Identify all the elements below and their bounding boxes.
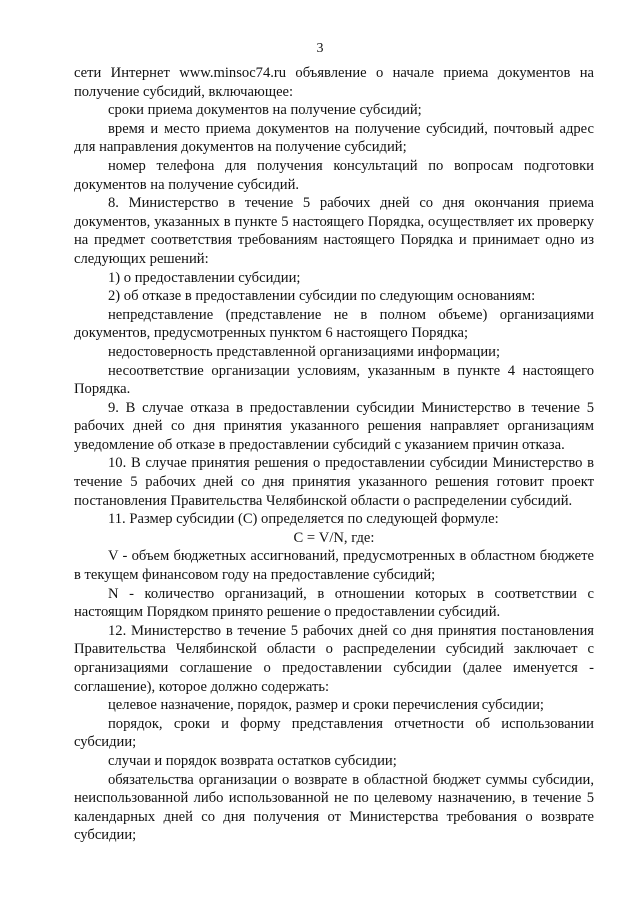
paragraph-agreement-reporting: порядок, сроки и форму представления отчетности об использовании субсидии; xyxy=(74,715,594,751)
paragraph-deadlines: сроки приема документов на получение субсидий; xyxy=(108,102,422,119)
paragraph-item-10: 10. В случае принятия решения о предоставлении субсидии Министерство в течение 5 рабочих дней со дня принятия указанного решения готовит проект постановления Правительства Челябинской области о распределении субсидий. xyxy=(74,455,594,509)
paragraph-v-definition: V - объем бюджетных ассигнований, предусмотренных в областном бюджете в текущем финансовом году на предоставление субсидий; xyxy=(74,548,594,584)
paragraph-agreement-obligations: обязательства организации о возврате в областной бюджет суммы субсидии, неиспользованной либо использованной не по целевому назначению, в течение 5 календарных дней со дня получения от Министерства требования о возврате субсидии; xyxy=(74,771,594,844)
formula: С = V/N, где: xyxy=(293,529,375,546)
paragraph-decision-2: 2) об отказе в предоставлении субсидии по следующим основаниям: xyxy=(108,288,536,305)
paragraph-agreement-remainder: случаи и порядок возврата остатков субсидии; xyxy=(108,752,397,769)
paragraph-ground-unreliable: недостоверность представленной организациями информации; xyxy=(108,343,501,360)
paragraph-n-definition: N - количество организаций, в отношении которых в соответствии с настоящим Порядком принято решение о предоставлении субсидий. xyxy=(74,585,594,621)
page-number: 3 xyxy=(316,41,324,56)
paragraph-agreement-purpose: целевое назначение, порядок, размер и сроки перечисления субсидии; xyxy=(108,697,544,714)
paragraph-ground-mismatch: несоответствие организации условиям, указанным в пункте 4 настоящего Порядка. xyxy=(74,362,594,398)
paragraph-intro: сети Интернет www.minsoc74.ru объявление о начале приема документов на получение субсидий, включающее: xyxy=(74,65,594,100)
document-body xyxy=(74,64,594,845)
paragraph-item-12: 12. Министерство в течение 5 рабочих дней со дня принятия постановления Правительства Челябинской области о распределении субсидий заключает с организациями соглашение о предоставлении субсидии (далее именуется - соглашение), которое должно содержать: xyxy=(74,622,594,695)
paragraph-item-11: 11. Размер субсидии (С) определяется по следующей формуле: xyxy=(108,511,499,528)
paragraph-time-place: время и место приема документов на получение субсидий, почтовый адрес для направления документов на получение субсидий; xyxy=(74,120,594,156)
paragraph-phone: номер телефона для получения консультаций по вопросам подготовки документов на получение субсидий. xyxy=(74,157,594,193)
paragraph-item-8: 8. Министерство в течение 5 рабочих дней со дня окончания приема документов, указанных в пункте 5 настоящего Порядка, осуществляет их проверку на предмет соответствия требованиям настоящего Порядка и принимает одно из следующих решений: xyxy=(74,195,594,267)
paragraph-decision-1: 1) о предоставлении субсидии; xyxy=(108,269,301,286)
paragraph-item-9: 9. В случае отказа в предоставлении субсидии Министерство в течение 5 рабочих дней со дня принятия указанного решения направляет организациям уведомление об отказе в предоставлении субсидий с указанием причин отказа. xyxy=(74,399,594,453)
paragraph-ground-documents: непредставление (представление не в полном объеме) организациями документов, предусмотренных пунктом 6 настоящего Порядка; xyxy=(74,306,594,342)
